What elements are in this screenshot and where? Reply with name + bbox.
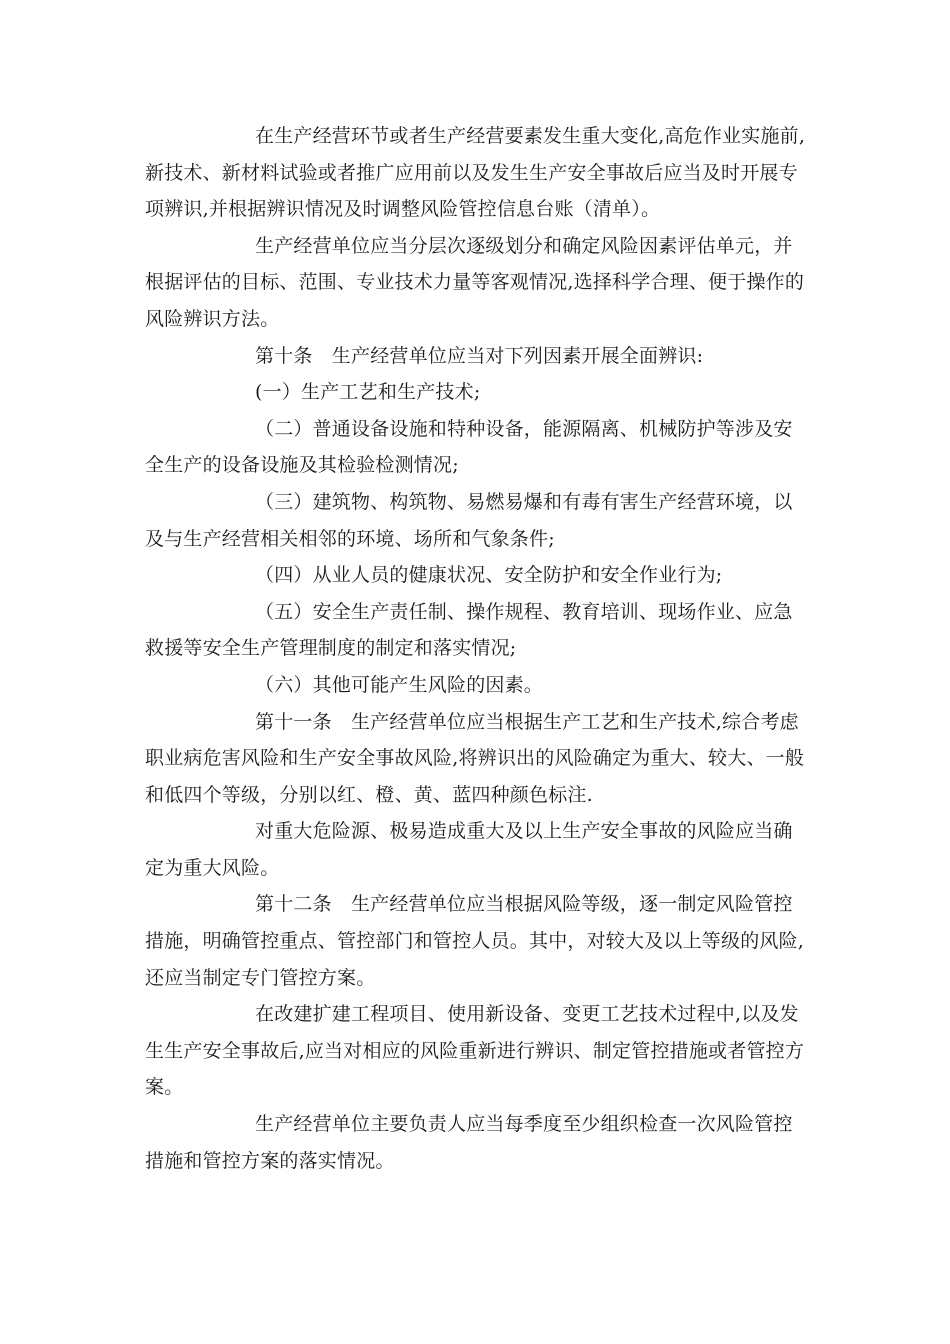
article-heading: 第十一条 生产经营单位应当根据生产工艺和生产技术,综合考虑 xyxy=(255,710,799,733)
list-item: （六）其他可能产生风险的因素。 xyxy=(255,673,544,696)
text-line: 及与生产经营相关相邻的环境、场所和气象条件; xyxy=(145,527,555,550)
text-line: 新技术、新材料试验或者推广应用前以及发生生产安全事故后应当及时开展专 xyxy=(145,161,798,184)
text-line: 救援等安全生产管理制度的制定和落实情况; xyxy=(145,637,517,660)
text-line: 全生产的设备设施及其检验检测情况; xyxy=(145,454,459,477)
list-item: （三）建筑物、构筑物、易燃易爆和有毒有害生产经营环境，以 xyxy=(255,490,793,513)
text-line: 对重大危险源、极易造成重大及以上生产安全事故的风险应当确 xyxy=(255,820,793,843)
text-line: 定为重大风险。 xyxy=(145,856,280,879)
list-item: （五）安全生产责任制、操作规程、教育培训、现场作业、应急 xyxy=(255,600,793,623)
text-line: 在改建扩建工程项目、使用新设备、变更工艺技术过程中,以及发 xyxy=(255,1003,799,1026)
list-item: （四）从业人员的健康状况、安全防护和安全作业行为; xyxy=(255,564,723,587)
text-line: 项辨识,并根据辨识情况及时调整风险管控信息台账（清单）。 xyxy=(145,198,661,221)
text-line: 生产经营单位应当分层次逐级划分和确定风险因素评估单元，并 xyxy=(255,234,793,257)
text-line: 生生产安全事故后,应当对相应的风险重新进行辨识、制定管控措施或者管控方 xyxy=(145,1039,805,1062)
text-line: 根据评估的目标、范围、专业技术力量等客观情况,选择科学合理、便于操作的 xyxy=(145,271,805,294)
text-line: 案。 xyxy=(145,1076,184,1099)
text-line: 措施和管控方案的落实情况。 xyxy=(145,1149,395,1172)
text-line: 风险辨识方法。 xyxy=(145,307,280,330)
text-line: 和低四个等级，分别以红、橙、黄、蓝四种颜色标注. xyxy=(145,783,593,806)
article-heading: 第十二条 生产经营单位应当根据风险等级，逐一制定风险管控 xyxy=(255,893,793,916)
document-page xyxy=(145,118,810,1179)
article-heading: 第十条 生产经营单位应当对下列因素开展全面辨识: xyxy=(255,344,704,367)
text-line: 还应当制定专门管控方案。 xyxy=(145,966,376,989)
text-line: 措施，明确管控重点、管控部门和管控人员。其中，对较大及以上等级的风险, xyxy=(145,930,805,953)
text-line: 生产经营单位主要负责人应当每季度至少组织检查一次风险管控 xyxy=(255,1113,793,1136)
list-item: （二）普通设备设施和特种设备，能源隔离、机械防护等涉及安 xyxy=(255,417,793,440)
text-line: 职业病危害风险和生产安全事故风险,将辨识出的风险确定为重大、较大、一般 xyxy=(145,747,805,770)
list-item: (一）生产工艺和生产技术; xyxy=(255,381,481,404)
text-line: 在生产经营环节或者生产经营要素发生重大变化,高危作业实施前, xyxy=(255,125,806,147)
